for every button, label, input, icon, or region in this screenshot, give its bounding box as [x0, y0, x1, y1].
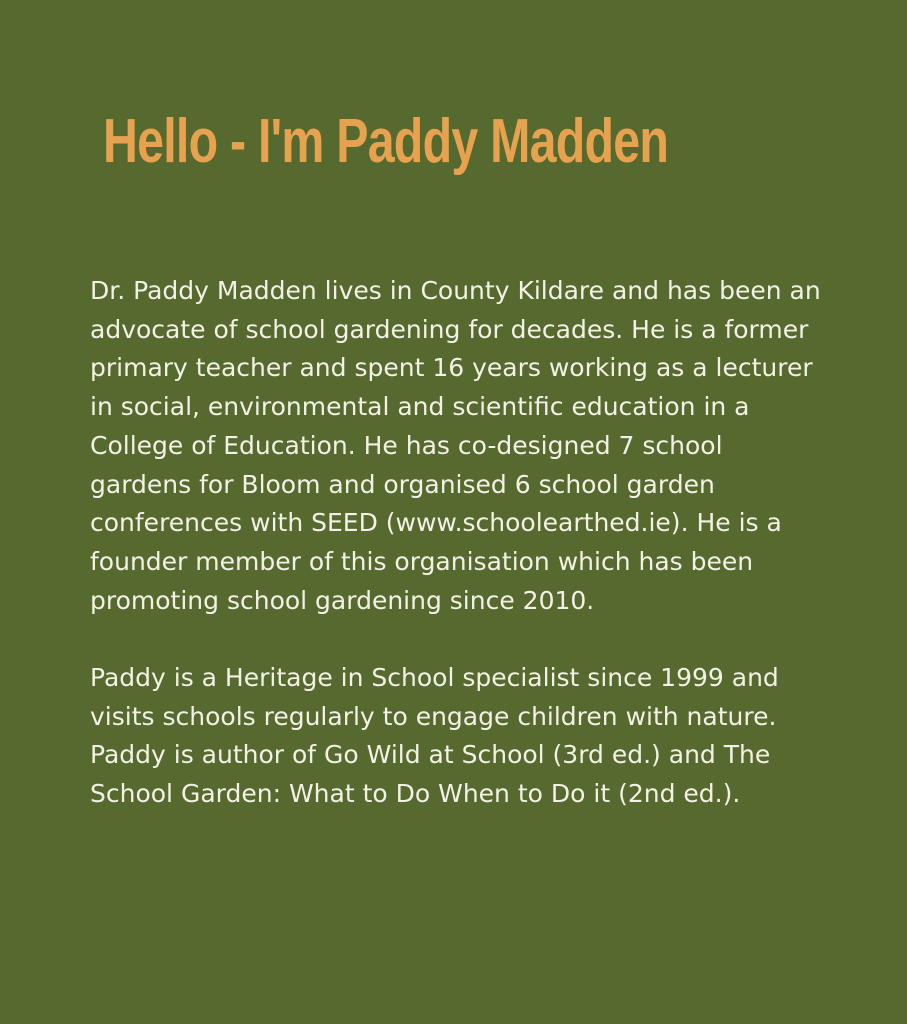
bio-paragraph-2: Paddy is a Heritage in School specialist since 1999 and visits schools regularly to engage children with nature. Paddy is author of Go Wild at School (3rd ed.) and The School Garden: What to Do When to Do it (2nd ed.). [90, 663, 779, 809]
bio-paragraph-1: Dr. Paddy Madden lives in County Kildare and has been an advocate of school gardening for decades. He is a former primary teacher and spent 16 years working as a lecturer in social, environmental and scientific education in a College of Education. He has co-designed 7 school gardens for Bloom and organised 6 school garden conferences with SEED (www.schoolearthed.ie). He is a founder member of this organisation which has been promoting school gardening since 2010. [90, 276, 821, 615]
page-title: Hello - I'm Paddy Madden [103, 107, 669, 176]
bio-text [90, 272, 825, 814]
